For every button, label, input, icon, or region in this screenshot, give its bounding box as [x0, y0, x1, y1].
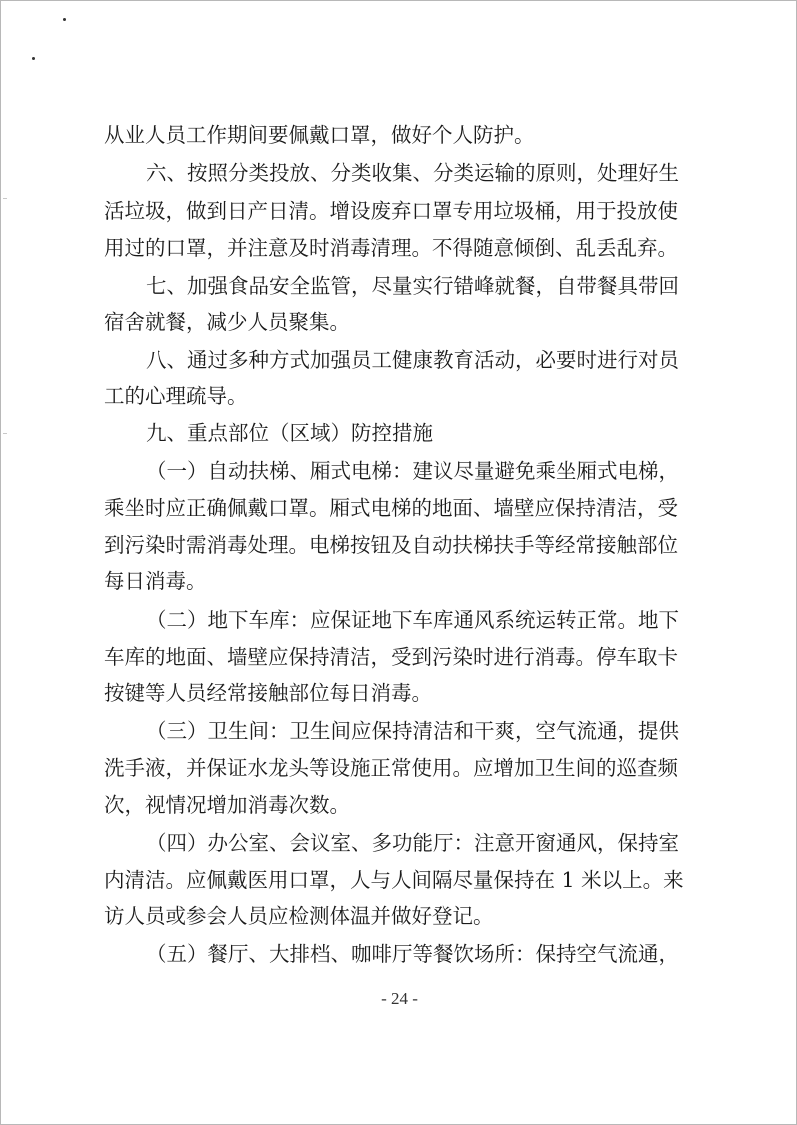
text-line: 内清洁。应佩戴医用口罩，人与人间隔尽量保持在 1 米以上。来: [104, 868, 684, 892]
text-line: 活垃圾，做到日产日清。增设废弃口罩专用垃圾桶，用于投放使: [104, 199, 678, 223]
text-line: 每日消毒。: [104, 569, 207, 593]
margin-mark: [3, 198, 7, 199]
text-line: 洗手液，并保证水龙头等设施正常使用。应增加卫生间的巡查频: [104, 756, 678, 780]
text-line: 访人员或参会人员应检测体温并做好登记。: [104, 904, 494, 928]
margin-mark: [3, 433, 7, 434]
text-line: 宿舍就餐，减少人员聚集。: [104, 310, 350, 334]
text-line: 七、加强食品安全监管，尽量实行错峰就餐，自带餐具带回: [146, 274, 679, 298]
text-line: 到污染时需消毒处理。电梯按钮及自动扶梯扶手等经常接触部位: [104, 533, 678, 557]
text-line: 车库的地面、墙壁应保持清洁，受到污染时进行消毒。停车取卡: [104, 645, 678, 669]
scan-speck: [32, 57, 35, 60]
text-line: （四）办公室、会议室、多功能厅：注意开窗通风，保持室: [146, 831, 679, 855]
text-line: 六、按照分类投放、分类收集、分类运输的原则，处理好生: [146, 161, 679, 185]
text-line: 按键等人员经常接触部位每日消毒。: [104, 681, 432, 705]
text-line: （三）卫生间：卫生间应保持清洁和干爽，空气流通，提供: [146, 719, 679, 743]
text-line: 八、通过多种方式加强员工健康教育活动，必要时进行对员: [146, 348, 679, 372]
page-number: - 24 -: [381, 989, 418, 1008]
text-line: （二）地下车库：应保证地下车库通风系统运转正常。地下: [146, 608, 679, 632]
text-line: 九、重点部位（区域）防控措施: [146, 421, 433, 445]
text-line: 工的心理疏导。: [104, 384, 248, 408]
text-line: （一）自动扶梯、厢式电梯：建议尽量避免乘坐厢式电梯，: [146, 459, 679, 483]
text-line: （五）餐厅、大排档、咖啡厅等餐饮场所：保持空气流通，: [146, 942, 679, 966]
text-line: 乘坐时应正确佩戴口罩。厢式电梯的地面、墙壁应保持清洁，受: [104, 496, 678, 520]
text-line: 用过的口罩，并注意及时消毒清理。不得随意倾倒、乱丢乱弃。: [104, 236, 678, 260]
text-line: 从业人员工作期间要佩戴口罩，做好个人防护。: [104, 123, 535, 147]
scan-speck: [63, 18, 66, 21]
text-line: 次，视情况增加消毒次数。: [104, 793, 350, 817]
